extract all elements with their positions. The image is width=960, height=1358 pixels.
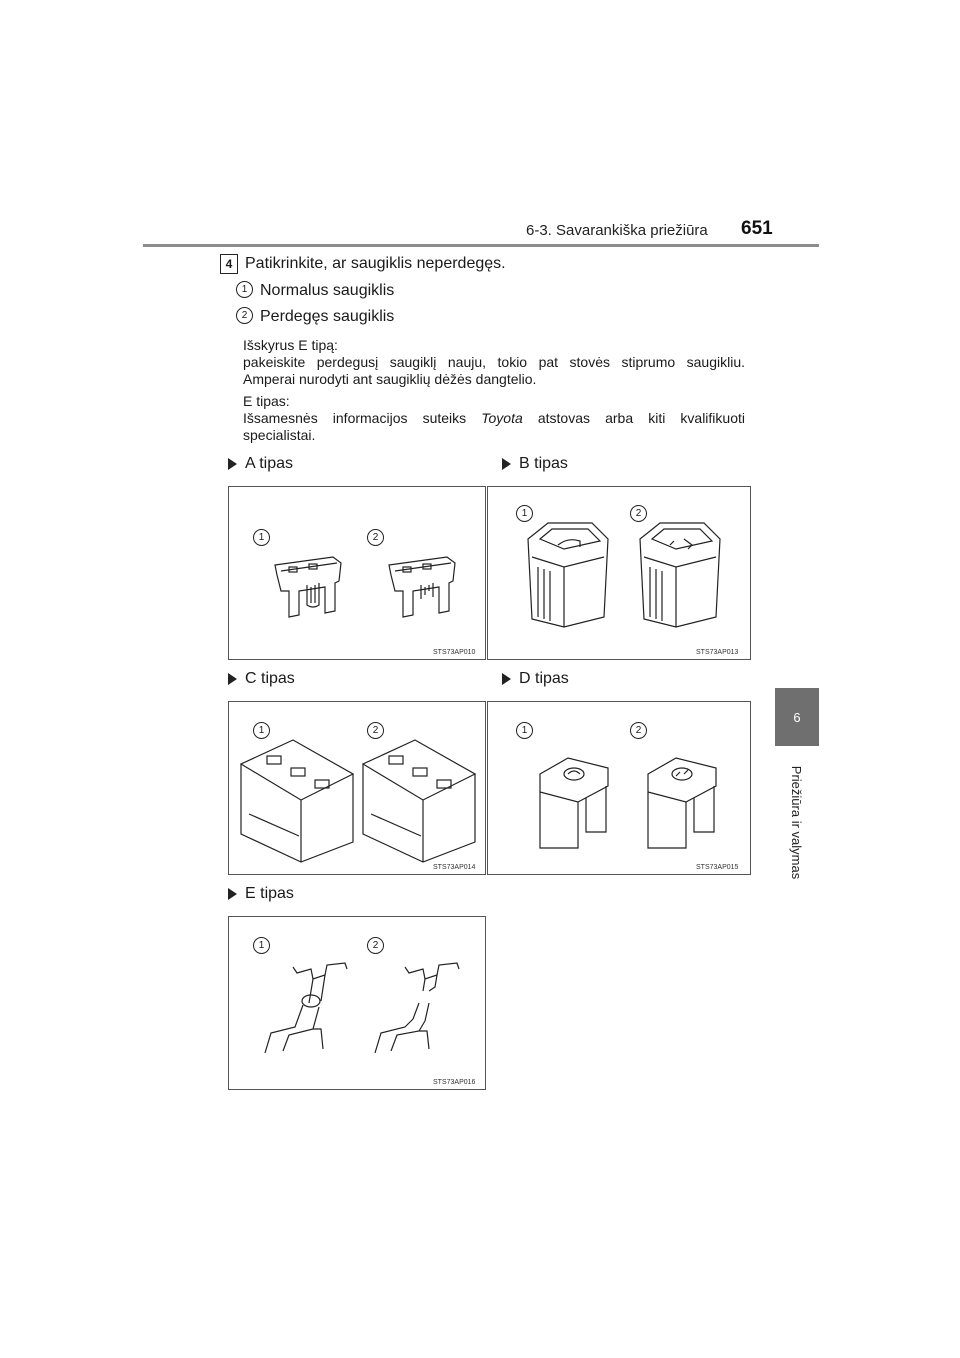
- chapter-title-tab: [775, 752, 819, 892]
- note-except-e: [243, 337, 745, 388]
- type-b-label: B tipas: [502, 455, 568, 473]
- normal-blade-fuse: [275, 557, 341, 617]
- triangle-bullet-icon: [228, 888, 237, 900]
- figure-callout-1: 1: [516, 722, 533, 739]
- triangle-bullet-icon: [502, 458, 511, 470]
- figure-callout-2: 2: [367, 722, 384, 739]
- triangle-bullet-icon: [502, 673, 511, 685]
- figure-code: STS73AP016: [433, 1079, 476, 1086]
- page-number: 651: [741, 218, 773, 239]
- item-number-circle: 2: [236, 307, 253, 324]
- triangle-bullet-icon: [228, 673, 237, 685]
- chapter-tab: [775, 688, 819, 746]
- type-c-label: C tipas: [228, 670, 295, 688]
- note-line: specialistai.: [243, 427, 316, 443]
- note-e-type: [243, 393, 745, 444]
- blown-box-fuse: [363, 740, 475, 862]
- chapter-title: Priežiūra ir valymas: [789, 765, 805, 879]
- figure-callout-1: 1: [253, 722, 270, 739]
- figure-type-d: [487, 701, 751, 875]
- figure-code: STS73AP015: [696, 864, 739, 871]
- normal-fusible-link: [265, 963, 347, 1053]
- item-normal-fuse: Normalus saugiklis: [260, 282, 395, 299]
- step-number-box: 4: [220, 254, 238, 274]
- note-line: Išsamesnės informacijos suteiks Toyota atstovas arba kiti kvalifikuoti: [243, 410, 745, 426]
- figure-type-b: [487, 486, 751, 660]
- normal-cartridge-fuse: [528, 523, 608, 627]
- note-heading: Išskyrus E tipą:: [243, 337, 338, 353]
- figure-code: STS73AP010: [433, 649, 476, 656]
- figure-type-c: [228, 701, 486, 875]
- blown-plug-fuse: [648, 758, 716, 848]
- figure-code: STS73AP013: [696, 649, 739, 656]
- blown-blade-fuse: [389, 557, 455, 617]
- blown-cartridge-fuse: [640, 523, 720, 627]
- figure-code: STS73AP014: [433, 864, 476, 871]
- step-text: Patikrinkite, ar saugiklis neperdegęs.: [245, 255, 506, 272]
- note-line: Amperai nurodyti ant saugiklių dėžės dangtelio.: [243, 371, 537, 387]
- section-title: 6-3. Savarankiška priežiūra: [526, 222, 708, 239]
- chapter-number: 6: [793, 709, 801, 725]
- blade-fuse-illustration: [229, 487, 485, 659]
- blown-fusible-link: [375, 963, 459, 1053]
- type-a-label: A tipas: [228, 455, 293, 473]
- normal-box-fuse: [241, 740, 353, 862]
- figure-callout-2: 2: [367, 529, 384, 546]
- type-e-label: E tipas: [228, 885, 294, 903]
- figure-callout-1: 1: [253, 937, 270, 954]
- normal-plug-fuse: [540, 758, 608, 848]
- figure-type-e: [228, 916, 486, 1090]
- type-d-label: D tipas: [502, 670, 569, 688]
- figure-callout-2: 2: [367, 937, 384, 954]
- item-number-circle: 1: [236, 281, 253, 298]
- brand-name: Toyota: [481, 410, 523, 426]
- note-line: pakeiskite perdegusį saugiklį nauju, tokio pat stovės stiprumo saugikliu.: [243, 354, 745, 370]
- note-heading: E tipas:: [243, 393, 290, 409]
- figure-callout-1: 1: [253, 529, 270, 546]
- header-divider: [143, 244, 819, 247]
- figure-type-a: [228, 486, 486, 660]
- figure-callout-1: 1: [516, 505, 533, 522]
- triangle-bullet-icon: [228, 458, 237, 470]
- item-blown-fuse: Perdegęs saugiklis: [260, 308, 395, 325]
- figure-callout-2: 2: [630, 722, 647, 739]
- figure-callout-2: 2: [630, 505, 647, 522]
